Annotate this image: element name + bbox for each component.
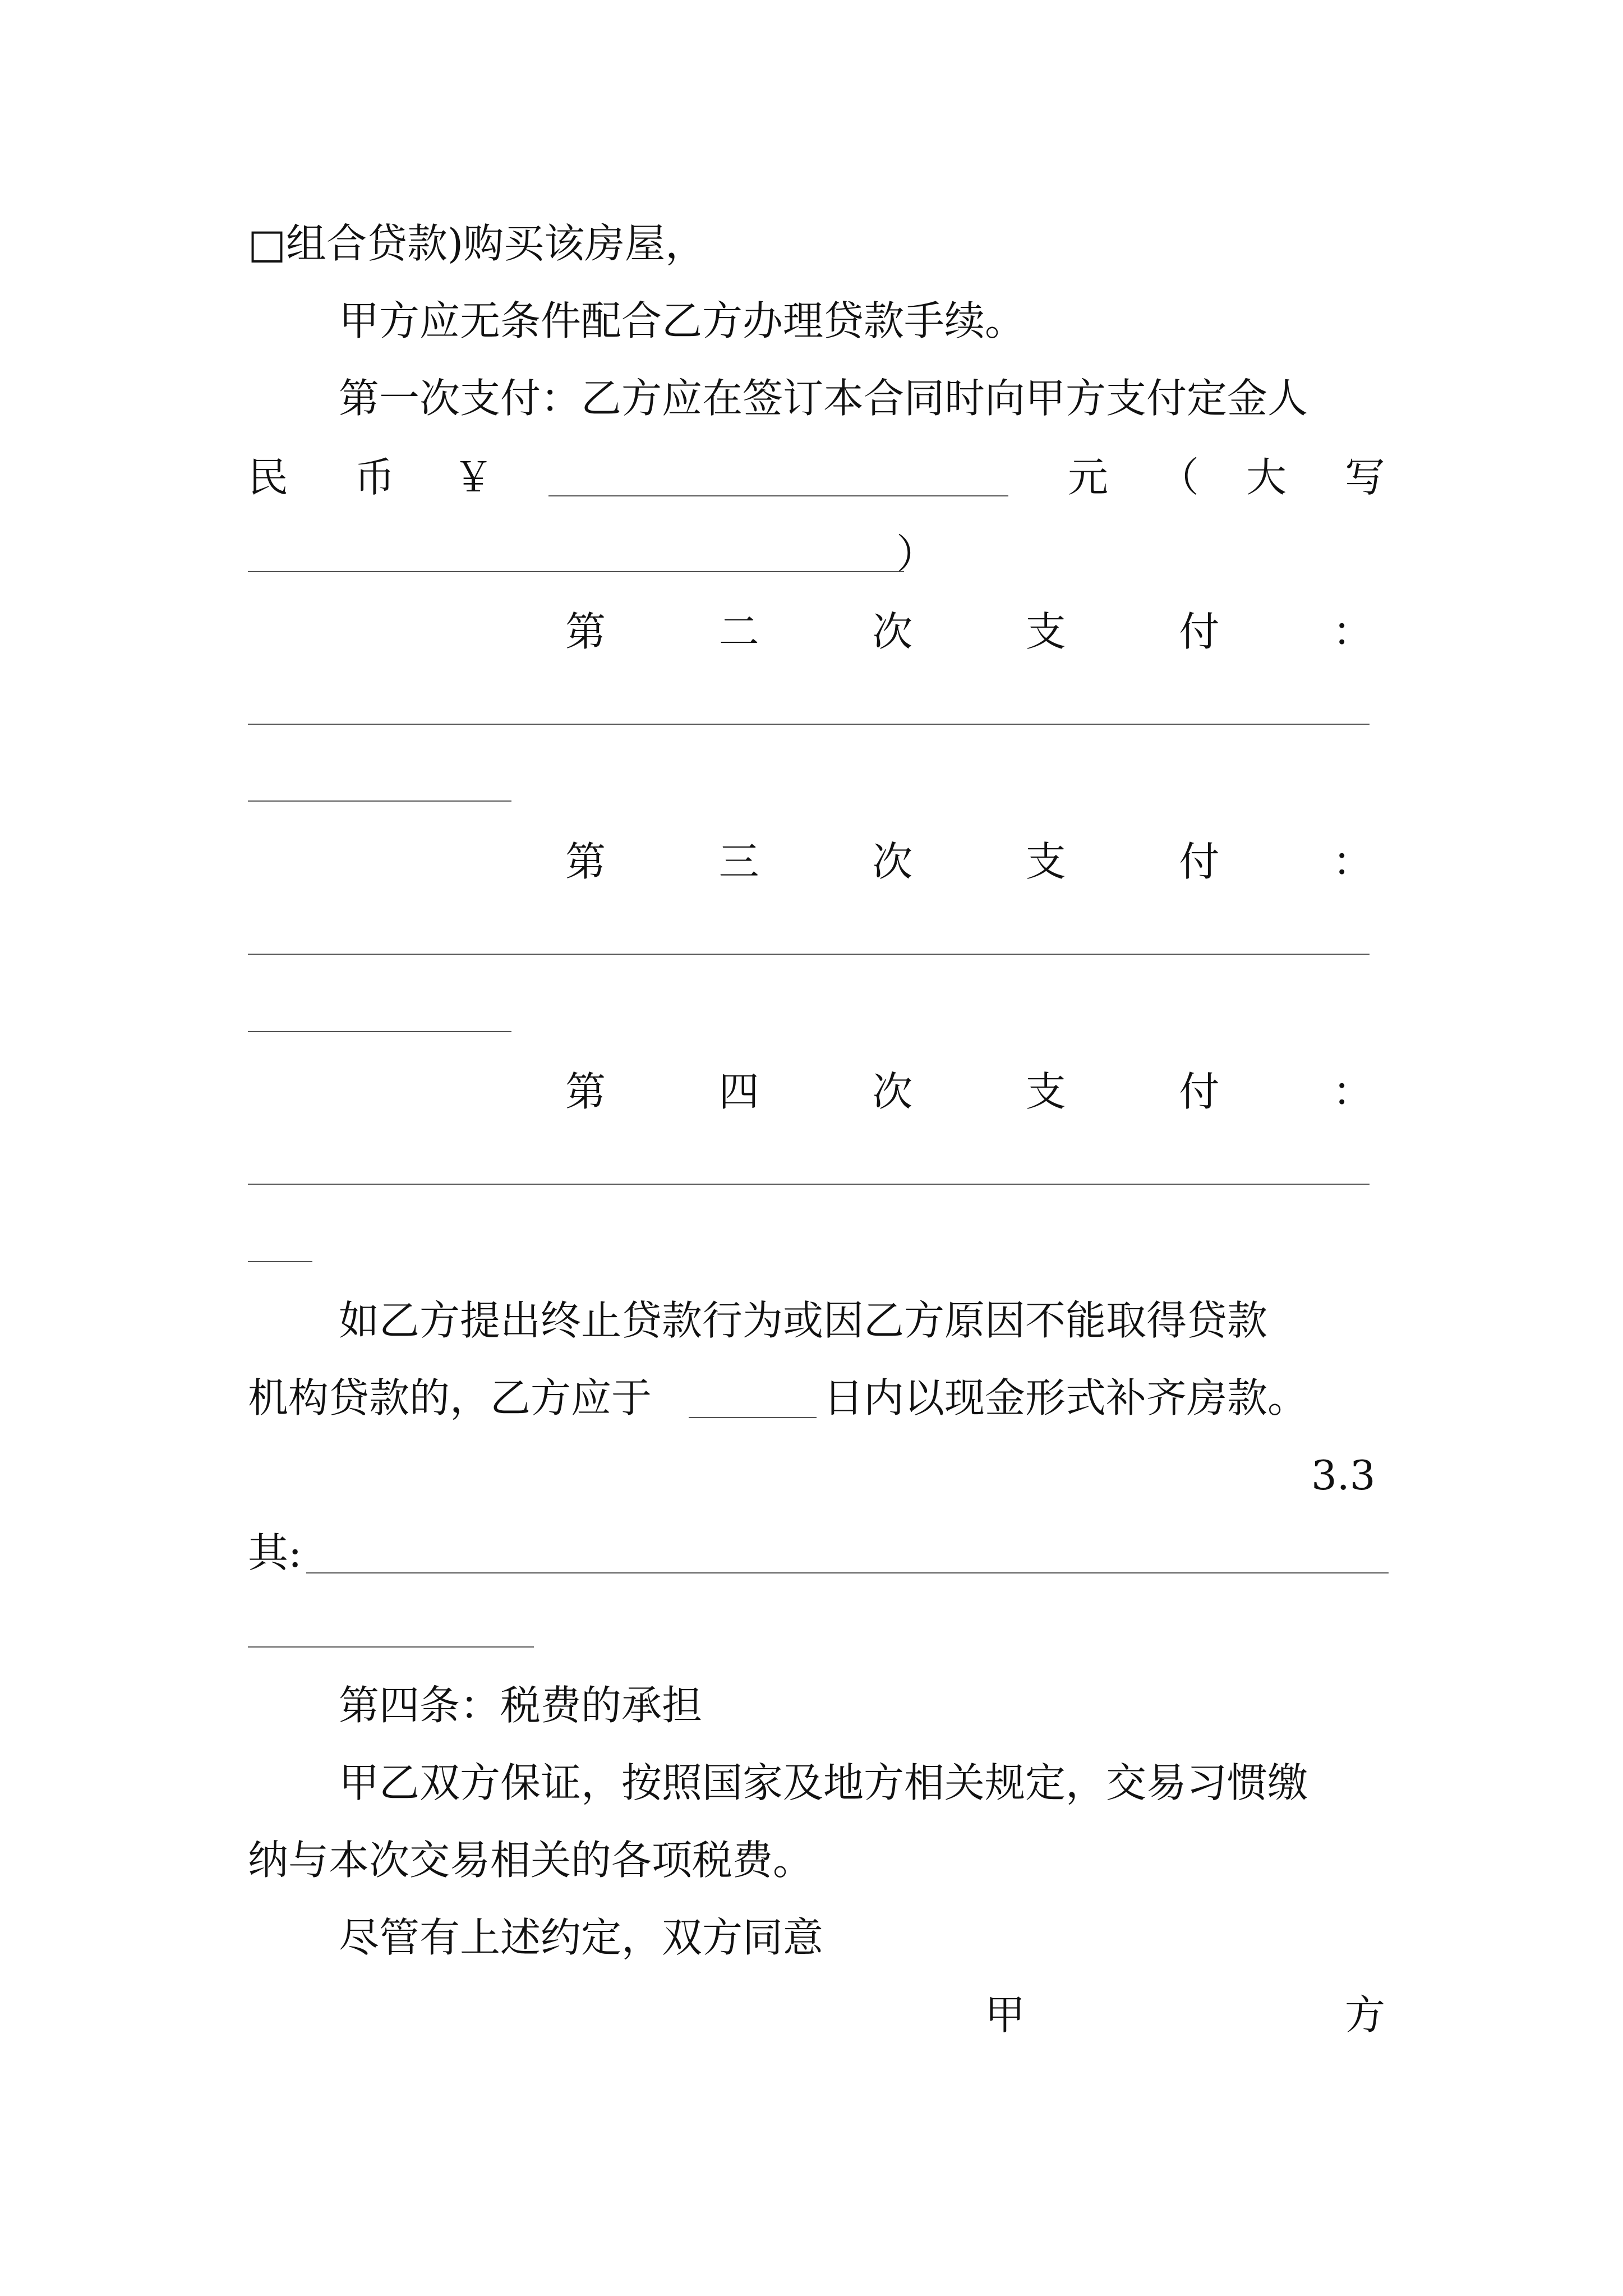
blank-third-payment-line-cont [248, 1031, 511, 1032]
char: 付 [1179, 838, 1220, 885]
blank-amount-line [548, 495, 1008, 496]
text-loan-termination-2a: 机构贷款的，乙方应于 [248, 1374, 652, 1421]
char: 次 [872, 608, 913, 655]
blank-capital-amount-line [248, 571, 904, 572]
blank-third-payment-line [248, 954, 1370, 955]
blank-days-line [689, 1417, 817, 1418]
blank-other-line [306, 1572, 1389, 1573]
char: 第 [565, 1068, 606, 1115]
clause-number: 3.3 [1311, 1452, 1376, 1499]
text-open-paren: （ [1159, 454, 1200, 501]
blank-second-payment-line-cont [248, 800, 511, 802]
char: 付 [1179, 1068, 1220, 1115]
text-da: 大 [1246, 454, 1287, 501]
text-line-first-payment: 第一次支付：乙方应在签订本合同时向甲方支付定金人 [339, 375, 1308, 422]
second-payment-label [565, 608, 1373, 655]
fourth-payment-label [565, 1068, 1373, 1115]
text-yuan: 元 [1068, 454, 1109, 501]
text-close-paren: ） [896, 531, 937, 578]
char: 二 [718, 608, 759, 655]
char: 第 [565, 608, 606, 655]
text-party-a-fang: 方 [1345, 1991, 1386, 2039]
char: 三 [718, 838, 759, 885]
char: ： [1332, 608, 1373, 655]
text-notwithstanding: 尽管有上述约定，双方同意 [339, 1914, 824, 1961]
char: ： [1332, 838, 1373, 885]
char: 四 [718, 1068, 759, 1115]
char: 支 [1025, 1068, 1066, 1115]
text-xie: 写 [1345, 454, 1386, 501]
char: 第 [565, 838, 606, 885]
char: 付 [1179, 608, 1220, 655]
text-other-label: 其: [248, 1529, 302, 1576]
blank-other-line-cont [248, 1646, 534, 1648]
char: 支 [1025, 838, 1066, 885]
char: 次 [872, 838, 913, 885]
third-payment-label [565, 838, 1373, 885]
char: 次 [872, 1068, 913, 1115]
text-line-combined-loan: □组合贷款)购买该房屋， [248, 220, 706, 267]
blank-fourth-payment-line [248, 1184, 1370, 1185]
text-loan-termination-1: 如乙方提出终止贷款行为或因乙方原因不能取得贷款 [339, 1297, 1268, 1344]
text-party-a-jia: 甲 [985, 1991, 1026, 2039]
text-yen: ￥ [453, 454, 494, 501]
blank-fourth-payment-line-cont [248, 1261, 312, 1262]
text-loan-termination-2b: 日内以现金形式补齐房款。 [823, 1374, 1308, 1421]
text-bi: 币 [354, 454, 395, 501]
char: ： [1332, 1068, 1373, 1115]
article4-title: 第四条：税费的承担 [339, 1682, 703, 1729]
text-line-cooperate-loan: 甲方应无条件配合乙方办理贷款手续。 [339, 297, 1026, 344]
blank-second-payment-line [248, 724, 1370, 725]
text-tax-1: 甲乙双方保证，按照国家及地方相关规定，交易习惯缴 [339, 1759, 1308, 1806]
text-tax-2: 纳与本次交易相关的各项税费。 [248, 1837, 814, 1884]
text-min: 民 [248, 454, 289, 501]
char: 支 [1025, 608, 1066, 655]
